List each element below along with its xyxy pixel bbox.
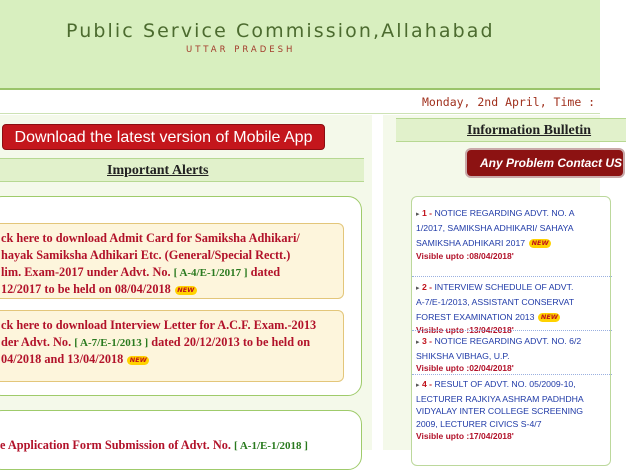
alert-text: der Advt. No. <box>1 335 72 349</box>
new-badge-icon: NEW <box>175 286 197 295</box>
alert-card-admit-card[interactable] <box>0 223 344 299</box>
bulletin-line[interactable]: SHIKSHA VIBHAG, U.P. <box>416 350 510 361</box>
new-badge-icon: NEW <box>529 239 551 248</box>
information-bulletin-header <box>396 118 626 142</box>
bulletin-line[interactable] <box>416 207 612 222</box>
site-header <box>0 0 600 88</box>
alert-text: dated <box>250 265 281 279</box>
alert-link-line[interactable] <box>1 265 280 280</box>
bulletin-item[interactable] <box>416 378 612 442</box>
bulletin-number: 4 - <box>421 379 433 389</box>
bulletin-item[interactable] <box>416 207 612 262</box>
application-form-alert-link[interactable] <box>0 438 308 453</box>
alert-text: e Application Form Submission of Advt. No. <box>0 438 231 452</box>
bulletin-text: INTERVIEW SCHEDULE OF ADVT. <box>434 282 574 292</box>
visible-upto-text: Visible upto :08/04/2018' <box>416 250 514 261</box>
bulletin-divider <box>412 330 612 331</box>
bulletin-text: NOTICE REGARDING ADVT. NO. A <box>434 208 575 218</box>
bulletin-divider <box>412 374 612 375</box>
new-badge-icon: NEW <box>127 356 149 365</box>
advt-code: [ A-1/E-1/2018 ] <box>234 440 308 452</box>
bulletin-line[interactable] <box>416 237 612 250</box>
bulletin-line[interactable]: A-7/E-1/2013, ASSISTANT CONSERVAT <box>416 296 575 307</box>
contact-us-button[interactable]: Any Problem Contact US <box>465 148 625 178</box>
alert-link-line[interactable]: hayak Samiksha Adhikari Etc. (General/Special Rectt.) <box>1 248 291 262</box>
alert-text: 12/2017 to be held on 08/04/2018 <box>1 282 171 296</box>
arrow-right-icon: ▸ <box>416 211 420 218</box>
bulletin-line[interactable] <box>416 335 612 350</box>
bulletin-item[interactable] <box>416 281 612 336</box>
bulletin-text: SAMIKSHA ADHIKARI 2017 <box>416 238 526 248</box>
alert-link-line[interactable]: ck here to download Admit Card for Samiksha Adhikari/ <box>1 231 300 245</box>
right-column <box>383 115 623 450</box>
important-alerts-header <box>0 158 364 182</box>
arrow-right-icon: ▸ <box>416 285 420 292</box>
alert-text: lim. Exam-2017 under Advt. No. <box>1 265 171 279</box>
bulletin-line[interactable]: 1/2017, SAMIKSHA ADHIKARI/ SAHAYA <box>416 222 574 233</box>
date-time-text: Monday, 2nd April, Time : <box>422 95 596 109</box>
advt-code: [ A-7/E-1/2013 ] <box>74 337 149 349</box>
bulletin-line[interactable] <box>416 281 612 296</box>
alert-link-line[interactable] <box>1 335 310 350</box>
bulletin-list <box>411 196 611 466</box>
bulletin-number: 2 - <box>421 282 433 292</box>
bulletin-text: RESULT OF ADVT. NO. 05/2009-10, <box>434 379 576 389</box>
visible-upto-text: Visible upto :13/04/2018' <box>416 324 514 335</box>
bulletin-number: 3 - <box>421 336 433 346</box>
bulletin-line[interactable] <box>416 378 612 393</box>
arrow-right-icon: ▸ <box>416 382 420 389</box>
download-mobile-app-button[interactable]: Download the latest version of Mobile App <box>2 124 325 150</box>
bulletin-number: 1 - <box>421 208 433 218</box>
alert-text: dated 20/12/2013 to be held on <box>151 335 311 349</box>
date-bar <box>0 88 600 114</box>
bulletin-line[interactable]: VIDYALAY INTER COLLEGE SCREENING <box>416 406 584 416</box>
alert-link-line[interactable]: ck here to download Interview Letter for A.C.F. Exam.-2013 <box>1 318 317 332</box>
advt-code: [ A-4/E-1/2017 ] <box>173 267 248 279</box>
site-subtitle: UTTAR PRADESH <box>186 45 296 55</box>
bulletin-item[interactable] <box>416 335 612 374</box>
alert-text: 04/2018 and 13/04/2018 <box>1 352 124 366</box>
information-bulletin-title: Information Bulletin <box>467 123 592 138</box>
left-column <box>0 115 372 450</box>
alert-link-line[interactable] <box>1 282 197 297</box>
bulletin-text: FOREST EXAMINATION 2013 <box>416 312 535 322</box>
alert-card-interview-letter[interactable] <box>0 310 344 382</box>
alert-link-line[interactable] <box>1 352 149 367</box>
bulletin-line[interactable]: 2009, LECTURER CIVICS S-4/7 <box>416 418 542 429</box>
site-title: Public Service Commission,Allahabad <box>66 20 495 42</box>
visible-upto-text: Visible upto :02/04/2018' <box>416 363 514 373</box>
arrow-right-icon: ▸ <box>416 339 420 346</box>
bulletin-divider <box>412 276 612 277</box>
bulletin-text: NOTICE REGARDING ADVT. NO. 6/2 <box>434 336 582 346</box>
bulletin-line[interactable] <box>416 311 612 324</box>
bulletin-line[interactable]: LECTURER RAJKIYA ASHRAM PADHDHA <box>416 393 584 404</box>
visible-upto-text: Visible upto :17/04/2018' <box>416 431 514 441</box>
important-alerts-title: Important Alerts <box>107 163 209 178</box>
new-badge-icon: NEW <box>538 313 560 322</box>
